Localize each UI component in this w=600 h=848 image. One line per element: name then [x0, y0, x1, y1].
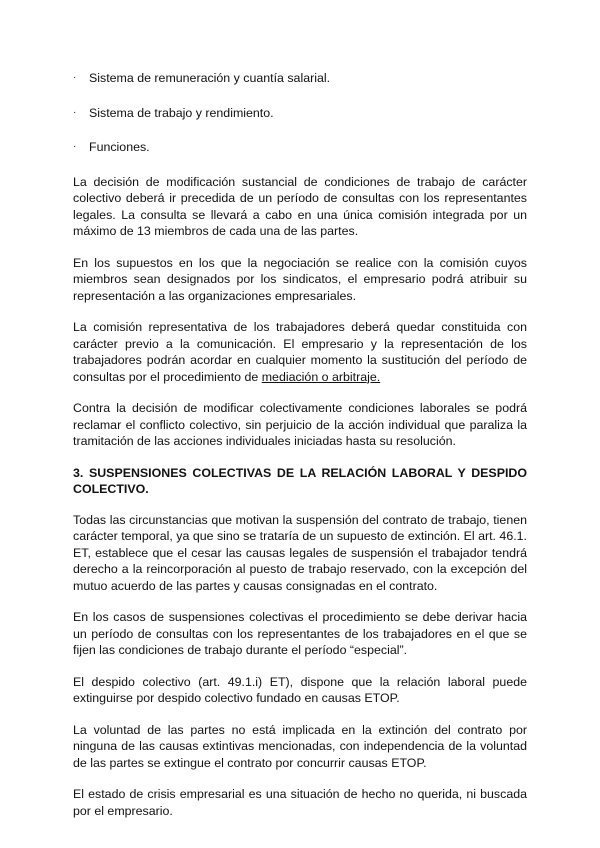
paragraph-collective-dismissal: El despido colectivo (art. 49.1.i) ET), dispone que la relación laboral puede extinguirse por despido colectivo fundado en causas ETOP.: [73, 674, 527, 705]
list-item-text: Sistema de trabajo y rendimiento.: [89, 105, 274, 120]
mediation-arbitration-link[interactable]: mediación o arbitraje.: [261, 369, 381, 384]
paragraph-collective-suspensions: En los casos de suspensiones colectivas el procedimiento se debe derivar hacia un período de consultas con los representantes de los trabajadores en el que se fijen las condiciones de trabajo durante el período “especial”.: [73, 610, 527, 657]
paragraph-union-negotiation: En los supuestos en los que la negociación se realice con la comisión cuyos miembros sean designados por los sindicatos, el empresario podrá atribuir su representación a las organizaciones empresariales.: [73, 255, 527, 303]
paragraph-collective-conflict: Contra la decisión de modificar colectivamente condiciones laborales se podrá reclamar el conflicto colectivo, sin perjuicio de la acción individual que paraliza la tramitación de las acciones individuales iniciadas hasta su resolución.: [73, 401, 527, 448]
paragraph-suspension-temporal: Todas las circunstancias que motivan la suspensión del contrato de trabajo, tienen carácter temporal, ya que sino se trataría de un supuesto de extinción. El art. 46.1. ET, establece que el cesar las causas legales de suspensión el trabajador tendrá derecho a la reincorporación al puesto de trabajo reservado, con la excepción del mutuo acuerdo de las partes y causas consignadas en el contrato.: [73, 512, 527, 593]
bullet-mark: ·: [73, 72, 77, 83]
section-heading: 3. SUSPENSIONES COLECTIVAS DE LA RELACIÓN LABORAL Y DESPIDO COLECTIVO.: [73, 465, 527, 496]
paragraph-consultation-period: La decisión de modificación sustancial de condiciones de trabajo de carácter colectivo deberá ir precedida de un período de consultas con los representantes legales. La consulta se llevará a cabo en una única comisión integrada por un máximo de 13 miembros de cada una de las partes.: [73, 174, 527, 238]
paragraph-workers-commission: [73, 319, 527, 385]
paragraph-parties-will: La voluntad de las partes no está implicada en la extinción del contrato por ninguna de las causas extintivas mencionadas, con independencia de la voluntad de las partes se extingue el contrato por concurrir causas ETOP.: [73, 722, 527, 770]
paragraph-business-crisis: El estado de crisis empresarial es una situación de hecho no querida, ni buscada por el empresario.: [73, 787, 527, 818]
document-page: [73, 70, 527, 834]
bullet-mark: ·: [73, 106, 77, 118]
list-item: [73, 139, 527, 156]
list-item: [73, 105, 527, 122]
list-item-text: Funciones.: [89, 140, 150, 154]
list-item: [73, 70, 527, 87]
bullet-mark: ·: [73, 141, 77, 152]
list-item-text: Sistema de remuneración y cuantía salarial.: [89, 71, 331, 85]
paragraph-text: La comisión representativa de los trabajadores deberá quedar constituida con carácter previo a la comunicación. El empresario y la representación de los trabajadores podrán acordar en cualquier momento la sustitución del período de consultas por el procedimiento de: [73, 320, 527, 384]
